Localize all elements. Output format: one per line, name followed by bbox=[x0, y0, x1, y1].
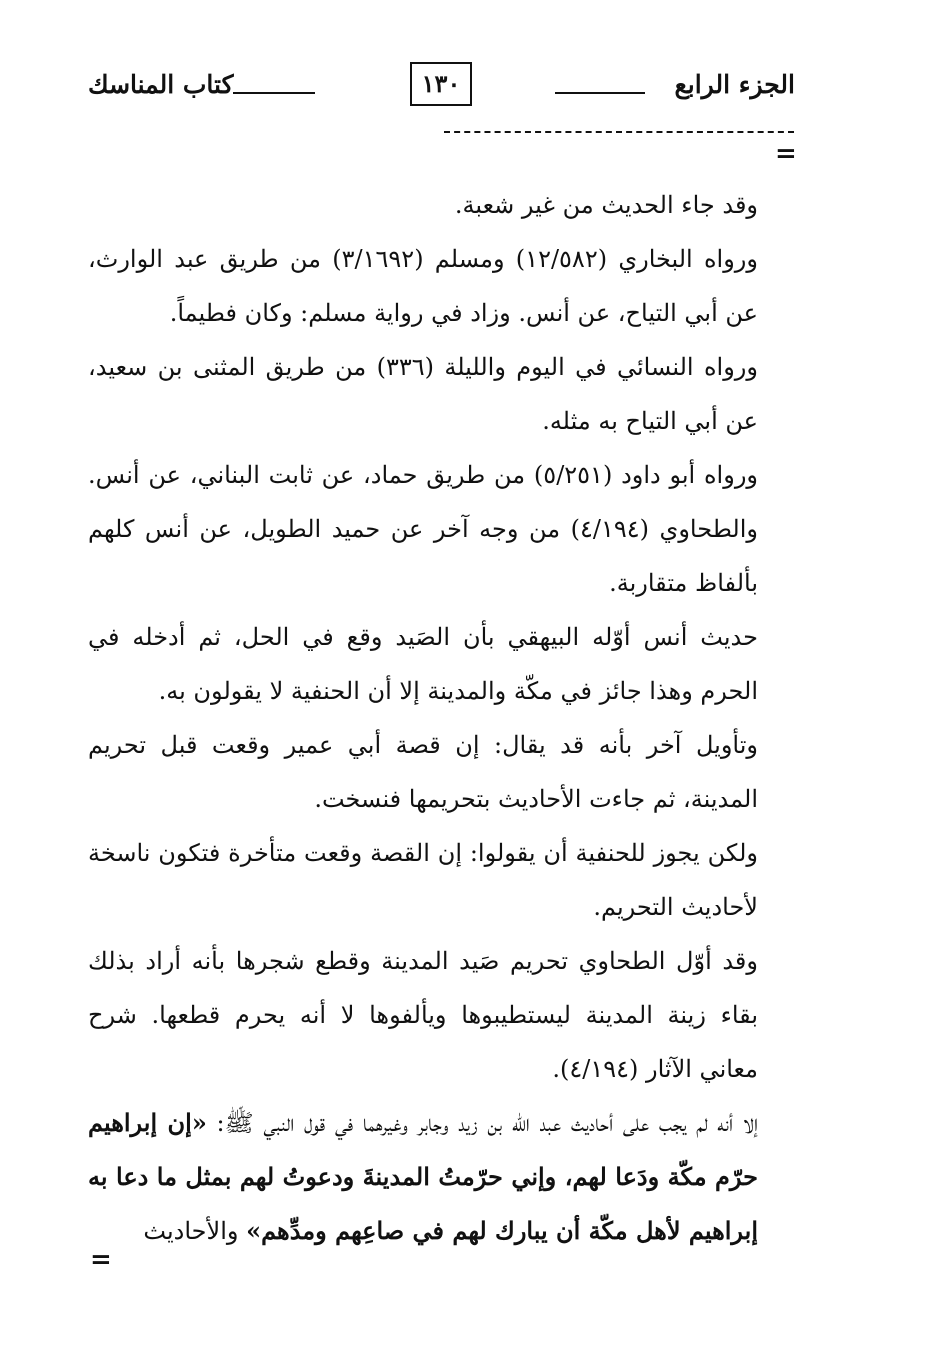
header-rule-right bbox=[555, 92, 645, 94]
paragraph: وقد جاء الحديث من غير شعبة. bbox=[454, 191, 758, 219]
hadith-intro: إلا أنه لم يجب على أحاديث عبد الله بن زيد وجابر وغيرهما في قول النبي ﷺ: bbox=[206, 1109, 759, 1137]
paragraph: ورواه أبو داود (٥/٢٥١) من طريق حماد، عن ثابت البناني، عن أنس. والطحاوي (٤/١٩٤) من وجه آخر عن حميد الطويل، عن أنس كلهم بألفاظ متقاربة. bbox=[88, 461, 758, 597]
continuation-mark-top: = bbox=[775, 139, 797, 169]
paragraph-hadith bbox=[88, 1096, 758, 1258]
paragraph: ولكن يجوز للحنفية أن يقولوا: إن القصة وقعت متأخرة فتكون ناسخة لأحاديث التحريم. bbox=[88, 839, 758, 921]
footnote-separator bbox=[444, 131, 794, 133]
footnote-text bbox=[88, 178, 758, 1258]
hadith-outro: والأحاديث bbox=[143, 1217, 247, 1245]
paragraph: ورواه البخاري (١٢/٥٨٢) ومسلم (٣/١٦٩٢) من طريق عبد الوارث، عن أبي التياح، عن أنس. وزاد في رواية مسلم: وكان فطيماً. bbox=[88, 245, 758, 327]
paragraph: وقد أوّل الطحاوي تحريم صَيد المدينة وقطع شجرها بأنه أراد بذلك بقاء زينة المدينة ليستطيبوها ويألفوها لا أنه يحرم قطعها. شرح معاني الآثار (٤/١٩٤). bbox=[88, 947, 758, 1083]
paragraph: ورواه النسائي في اليوم والليلة (٣٣٦) من طريق المثنى بن سعيد، عن أبي التياح به مثله. bbox=[88, 353, 758, 435]
continuation-mark-bottom: = bbox=[90, 1245, 112, 1275]
hadith-quote: «إن إبراهيم حرّم مكّة ودَعا لهم، وإني حرّمتُ المدينةَ ودعوتُ لهم بمثل ما دعا به إبراهيم لأهل مكّة أن يبارك لهم في صاعِهم ومدِّهم» bbox=[88, 1108, 758, 1245]
volume-label: الجزء الرابع bbox=[674, 70, 795, 99]
page-number: ١٣٠ bbox=[410, 62, 472, 106]
page-header bbox=[88, 62, 795, 110]
header-rule-left bbox=[233, 92, 315, 94]
book-title: كتاب المناسك bbox=[88, 70, 234, 99]
paragraph: وتأويل آخر بأنه قد يقال: إن قصة أبي عمير وقعت قبل تحريم المدينة، ثم جاءت الأحاديث بتحريمها فنسخت. bbox=[88, 731, 758, 813]
paragraph: حديث أنس أوّله البيهقي بأن الصَيد وقع في الحل، ثم أدخله في الحرم وهذا جائز في مكّة والمدينة إلا أن الحنفية لا يقولون به. bbox=[88, 623, 758, 705]
